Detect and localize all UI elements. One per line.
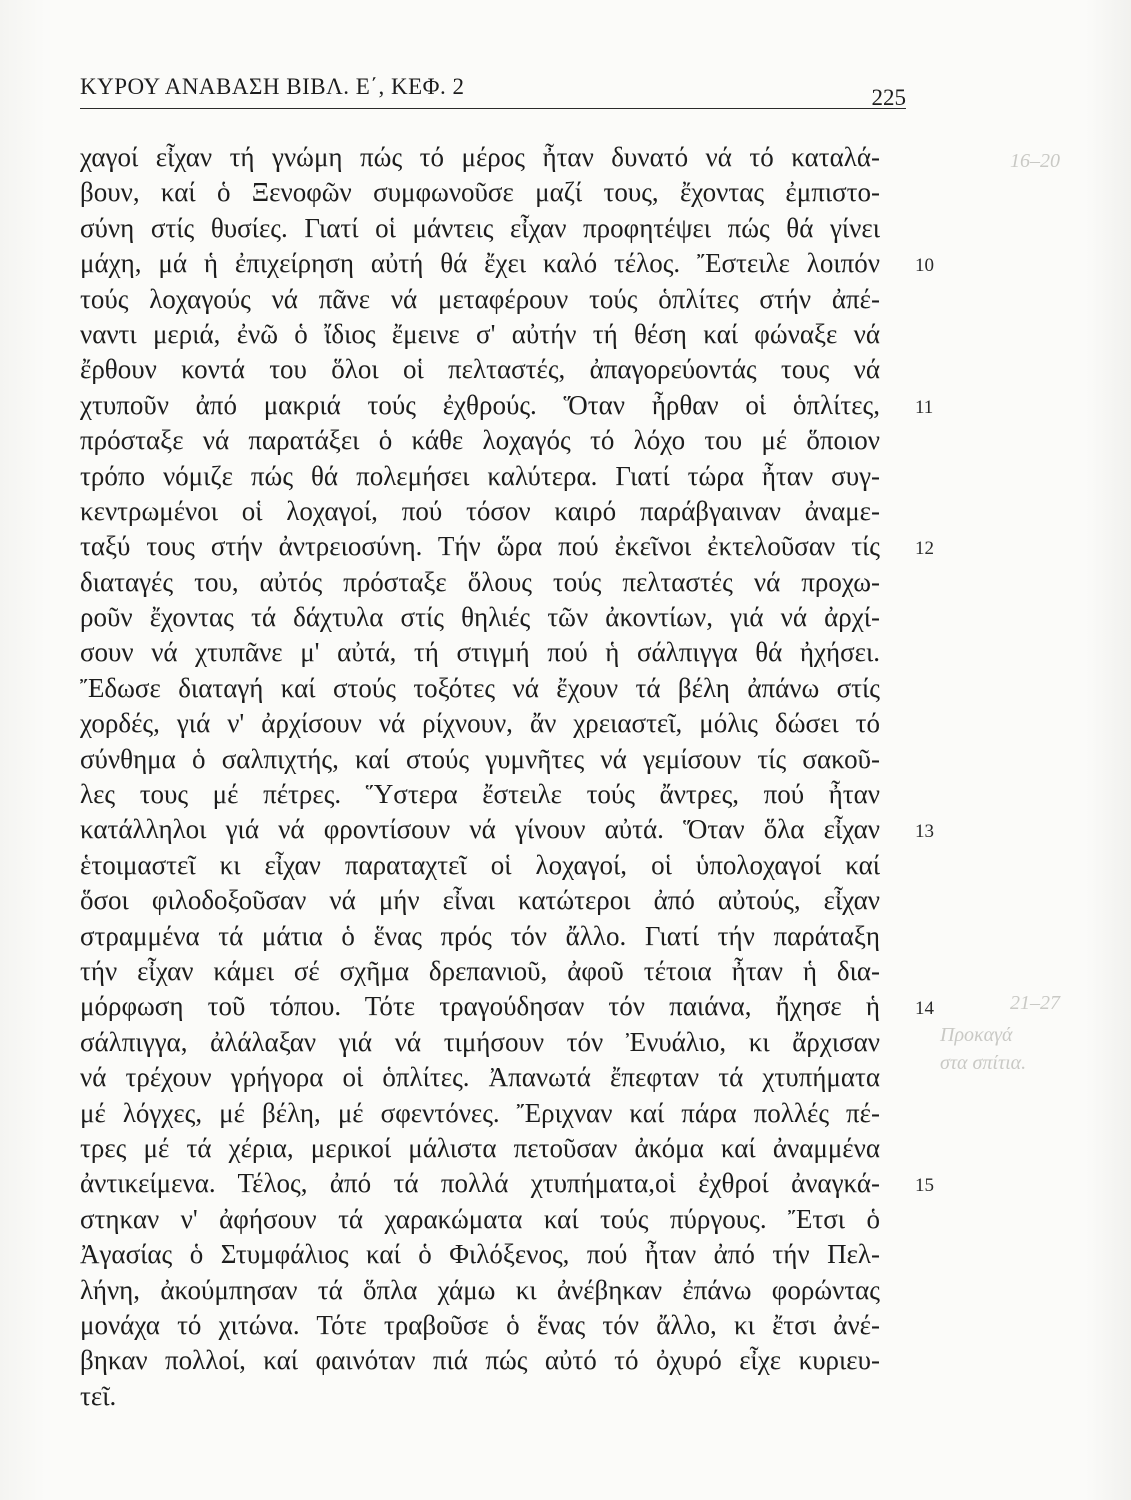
text-line <box>80 459 880 494</box>
line-text: βηκαν πολλοί, καί φαινόταν πιά πώς αὐτό τό ὀχυρό εἶχε κυριευ- <box>80 1345 880 1376</box>
line-text: βουν, καί ὁ Ξενοφῶν συμφωνοῦσε μαζί τους, ἔχοντας ἐμπιστο- <box>80 177 880 208</box>
text-line <box>80 671 880 706</box>
section-number: 12 <box>915 538 934 560</box>
line-text: λες τους μέ πέτρες. Ὕστερα ἔστειλε τούς ἄντρες, πού ἦταν <box>80 779 880 810</box>
line-text: Ἀγασίας ὁ Στυμφάλιος καί ὁ Φιλόξενος, πού ἦταν ἀπό τήν Πελ- <box>80 1239 880 1270</box>
line-text: τρες μέ τά χέρια, μερικοί μάλιστα πετοῦσαν ἀκόμα καί ἀναμμένα <box>80 1132 880 1163</box>
text-line <box>80 246 934 281</box>
text-line <box>80 812 934 847</box>
text-line <box>80 1131 880 1166</box>
bleed-note-3: Προκαγά <box>940 1024 1013 1046</box>
line-text: διαταγές του, αὐτός πρόσταξε ὅλους τούς πελταστές νά προχω- <box>80 566 880 597</box>
section-number: 11 <box>915 396 934 418</box>
line-text: κεντρωμένοι οἱ λοχαγοί, πού τόσον καιρό παράβγαιναν ἀναμε- <box>80 495 880 526</box>
page-number: 225 <box>871 85 906 110</box>
line-text: χαγοί εἶχαν τή γνώμη πώς τό μέρος ἦταν δυνατό νά τό καταλά- <box>80 142 880 172</box>
body-text <box>80 140 934 1414</box>
page-header <box>80 62 906 109</box>
text-line <box>80 1379 880 1414</box>
text-line <box>80 140 880 175</box>
line-text: ἀντικείμενα. Τέλος, ἀπό τά πολλά χτυπήματα,οἱ ἐχθροί ἀναγκά- <box>80 1168 880 1199</box>
text-line <box>80 1025 880 1060</box>
text-line <box>80 1096 880 1131</box>
text-line <box>80 635 880 670</box>
text-line <box>80 388 934 423</box>
bleed-note-2: 21–27 <box>1010 992 1060 1014</box>
line-text: ἔρθουν κοντά του ὅλοι οἱ πελταστές, ἀπαγορεύοντάς τους νά <box>80 354 880 385</box>
text-line <box>80 848 880 883</box>
line-text: πρόσταξε νά παρατάξει ὁ κάθε λοχαγός τό λόχο του μέ ὅποιον <box>80 425 880 456</box>
section-number: 14 <box>915 998 934 1020</box>
line-text: μέ λόγχες, μέ βέλη, μέ σφεντόνες. Ἔριχναν καί πάρα πολλές πέ- <box>80 1097 880 1128</box>
line-text: ὅσοι φιλοδοξοῦσαν νά μήν εἶναι κατώτεροι ἀπό αὐτούς, εἶχαν <box>80 885 880 916</box>
line-text: νά τρέχουν γρήγορα οἱ ὁπλίτες. Ἀπανωτά ἔπεφταν τά χτυπήματα <box>80 1062 880 1093</box>
text-line <box>80 1060 880 1095</box>
line-text: σάλπιγγα, ἀλάλαξαν γιά νά τιμήσουν τόν Ἐνυάλιο, κι ἄρχισαν <box>80 1026 880 1057</box>
text-line <box>80 1273 880 1308</box>
line-text: στηκαν ν' ἀφήσουν τά χαρακώματα καί τούς πύργους. Ἔτσι ὁ <box>80 1203 880 1234</box>
text-line <box>80 989 934 1024</box>
text-line <box>80 954 880 989</box>
line-text: τούς λοχαγούς νά πᾶνε νά μεταφέρουν τούς ὁπλίτες στήν ἀπέ- <box>80 283 880 314</box>
text-line <box>80 883 880 918</box>
text-line <box>80 600 880 635</box>
bleed-note-1: 16–20 <box>1010 150 1060 172</box>
line-text: χορδές, γιά ν' ἀρχίσουν νά ρίχνουν, ἄν χρειαστεῖ, μόλις δώσει τό <box>80 708 880 739</box>
line-text: τήν εἶχαν κάμει σέ σχῆμα δρεπανιοῦ, ἀφοῦ τέτοια ἦταν ἡ δια- <box>80 955 880 986</box>
line-text: ἑτοιμαστεῖ κι εἶχαν παραταχτεῖ οἱ λοχαγοί, οἱ ὑπολοχαγοί καί <box>80 849 880 880</box>
line-text: ταξύ τους στήν ἀντρειοσύνη. Τήν ὥρα πού ἐκεῖνοι ἐκτελοῦσαν τίς <box>80 531 880 562</box>
line-text: σουν νά χτυπᾶνε μ' αὐτά, τή στιγμή πού ἡ σάλπιγγα θά ἠχήσει. <box>80 637 880 668</box>
text-line <box>80 777 880 812</box>
line-text: ροῦν ἔχοντας τά δάχτυλα στίς θηλιές τῶν ἀκοντίων, γιά νά ἀρχί- <box>80 602 880 633</box>
text-line <box>80 211 880 246</box>
line-text: τρόπο νόμιζε πώς θά πολεμήσει καλύτερα. Γιατί τώρα ἦταν συγ- <box>80 460 880 491</box>
line-text: μάχη, μά ἡ ἐπιχείρηση αὐτή θά ἔχει καλό τέλος. Ἔστειλε λοιπόν <box>80 248 880 279</box>
text-line <box>80 706 880 741</box>
text-line <box>80 282 880 317</box>
line-text: Ἔδωσε διαταγή καί στούς τοξότες νά ἔχουν τά βέλη ἀπάνω στίς <box>80 672 880 703</box>
text-line <box>80 919 880 954</box>
line-text: μονάχα τό χιτώνα. Τότε τραβοῦσε ὁ ἕνας τόν ἄλλο, κι ἔτσι ἀνέ- <box>80 1309 880 1340</box>
text-line <box>80 352 880 387</box>
text-line <box>80 317 880 352</box>
text-line <box>80 1166 934 1201</box>
line-text: μόρφωση τοῦ τόπου. Τότε τραγούδησαν τόν παιάνα, ἤχησε ἡ <box>80 991 880 1022</box>
text-line <box>80 1202 880 1237</box>
section-number: 13 <box>915 821 934 843</box>
text-line <box>80 565 880 600</box>
line-text: σύνθημα ὁ σαλπιχτής, καί στούς γυμνῆτες νά γεμίσουν τίς σακοῦ- <box>80 743 880 774</box>
text-line <box>80 1308 880 1343</box>
text-line <box>80 742 880 777</box>
section-number: 10 <box>915 255 934 277</box>
text-line <box>80 494 880 529</box>
line-text: στραμμένα τά μάτια ὁ ἕνας πρός τόν ἄλλο. Γιατί τήν παράταξη <box>80 920 880 951</box>
line-text: ναντι μεριά, ἐνῶ ὁ ἴδιος ἔμεινε σ' αὐτήν τή θέση καί φώναξε νά <box>80 318 880 349</box>
text-line <box>80 423 880 458</box>
line-text: σύνη στίς θυσίες. Γιατί οἱ μάντεις εἶχαν προφητέψει πώς θά γίνει <box>80 212 880 243</box>
text-line <box>80 1237 880 1272</box>
line-text: τεῖ. <box>80 1380 117 1411</box>
section-number: 15 <box>915 1175 934 1197</box>
line-text: χτυποῦν ἀπό μακριά τούς ἐχθρούς. Ὅταν ἦρθαν οἱ ὁπλίτες, <box>80 389 880 420</box>
running-head: ΚΥΡΟΥ ΑΝΑΒΑΣΗ ΒΙΒΛ. Ε΄, ΚΕΦ. 2 <box>80 74 465 99</box>
text-line <box>80 1343 880 1378</box>
text-line <box>80 175 880 210</box>
text-line <box>80 529 934 564</box>
line-text: κατάλληλοι γιά νά φροντίσουν νά γίνουν αὐτά. Ὅταν ὅλα εἶχαν <box>80 814 880 845</box>
bleed-note-4: στα σπίτια. <box>940 1052 1027 1074</box>
line-text: λήνη, ἀκούμπησαν τά ὅπλα χάμω κι ἀνέβηκαν ἐπάνω φορώντας <box>80 1274 880 1305</box>
